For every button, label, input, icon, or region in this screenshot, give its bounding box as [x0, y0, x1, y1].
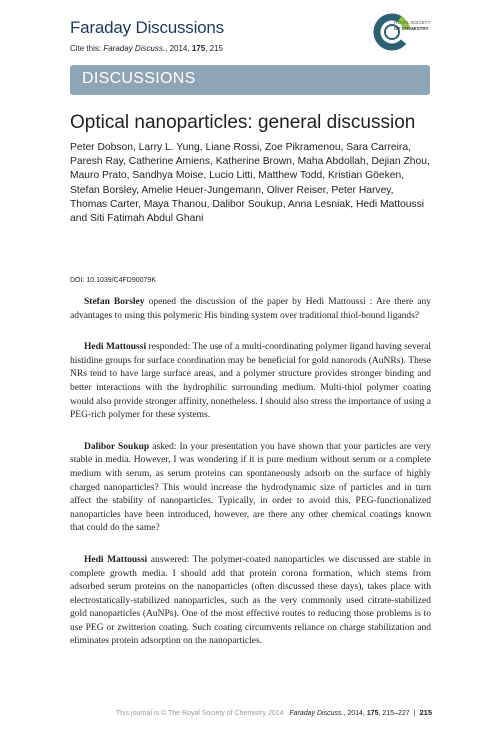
author-list: Peter Dobson, Larry L. Yung, Liane Rossi, Zoe Pikramenou, Sara Carreira, Paresh Ray, Catherine Amiens, Katherine Brown, Maha Abdollah, Dejian Zhou, Mauro Prato, Sandhya Moise, Lucio Litti, Matthew Todd, Kristian Göeken, Stefan Borsley, Amelie Heuer-Jungemann, Oliver Reiser, Peter Harvey, Thomas Carter, Maya Thanou, Dalibor Soukup, Anna Lesniak, Hedi Mattoussi and Siti Fatimah Abdul Ghani	[70, 142, 430, 225]
paragraph-text: answered: The polymer-coated nanoparticles we discussed are stable in complete growth media. I should add that protein corona formation, which stems from adsorbed serum proteins on the nanoparticles (often discussed these days), takes place with electrostatically-stabilized nanoparticles, such as the very commonly used citrate-stabilized gold nanoparticles (AuNPs). One of the most effective routes to reducing those problems is to use PEG or zwitterion coating. Such coating circumvents reliance on charge stabilization and eliminates protein adsorption on the nanoparticles.	[70, 554, 432, 647]
section-banner	[70, 65, 430, 95]
speaker-name: Dalibor Soukup	[84, 441, 150, 452]
page-footer	[70, 708, 432, 720]
paragraph-text: opened the discussion of the paper by Hedi Mattoussi : Are there any advantages to using this polymeric His binding system over traditional thiol-bound ligands?	[70, 297, 431, 321]
rsc-logo-line1: ROYAL SOCIETY	[394, 20, 431, 25]
speaker-name: Hedi Mattoussi	[84, 554, 148, 565]
doi-line: DOI: 10.1039/C4FD90079K	[70, 277, 156, 284]
footer-separator: |	[413, 710, 416, 717]
citation-line	[70, 44, 223, 53]
discussion-body	[70, 296, 431, 667]
rsc-logo	[372, 12, 434, 54]
speaker-name: Stefan Borsley	[84, 297, 145, 307]
discussion-paragraph	[70, 441, 431, 536]
rsc-logo-text	[394, 20, 450, 31]
speaker-name: Hedi Mattoussi	[84, 342, 147, 353]
rsc-logo-line2: OF CHEMISTRY	[394, 25, 429, 31]
footer-year: , 2014,	[343, 710, 367, 717]
paragraph-text: responded: The use of a multi-coordinating polymer ligand having several histidine groups for surface coordination may be beneficial for gold nanorods (AuNRs). These NRs tend to have large surface areas, and a polymer structure provides stronger binding and better interactions with the hydrophilic surrounding medium. Multi-thiol polymer coating would also provide stronger affinity, nonetheless. I should also stress the importance of using a PEG-rich polymer for these systems.	[70, 342, 431, 421]
article-title: Optical nanoparticles: general discussion	[70, 112, 416, 133]
cite-prefix: Cite this:	[70, 44, 104, 53]
footer-copyright: This journal is © The Royal Society of Chemistry 2014	[115, 710, 284, 717]
cite-journal: Faraday Discuss.	[103, 44, 166, 53]
footer-journal: Faraday Discuss.	[289, 710, 344, 717]
discussion-paragraph	[70, 296, 431, 323]
section-banner-label: DISCUSSIONS	[82, 70, 196, 87]
footer-volume: 175	[366, 710, 379, 717]
discussion-paragraph	[70, 554, 431, 649]
journal-title: Faraday Discussions	[70, 18, 224, 37]
footer-pages: , 215–227	[378, 710, 410, 717]
cite-pages: , 215	[205, 44, 223, 53]
rsc-logo-ring-icon	[372, 12, 412, 52]
paragraph-text: asked: In your presentation you have shown that your particles are very stable in media. However, I was wondering if it is pure medium without serum or a complete medium with serum, as serum proteins can spontaneously adsorb on the surface of highly charged nanoparticles? This would increase the hydrodynamic size of particles and in turn affect the stability of nanoparticles. Typically, in order to avoid this, PEG-functionalized nanoparticles have been introduced, however, are there any other chemical coatings known that could do the same?	[70, 441, 431, 534]
cite-volume: 175	[191, 44, 206, 53]
discussion-paragraph	[70, 341, 431, 423]
cite-sep: , 2014,	[165, 44, 192, 53]
footer-page-number: 215	[419, 708, 432, 717]
